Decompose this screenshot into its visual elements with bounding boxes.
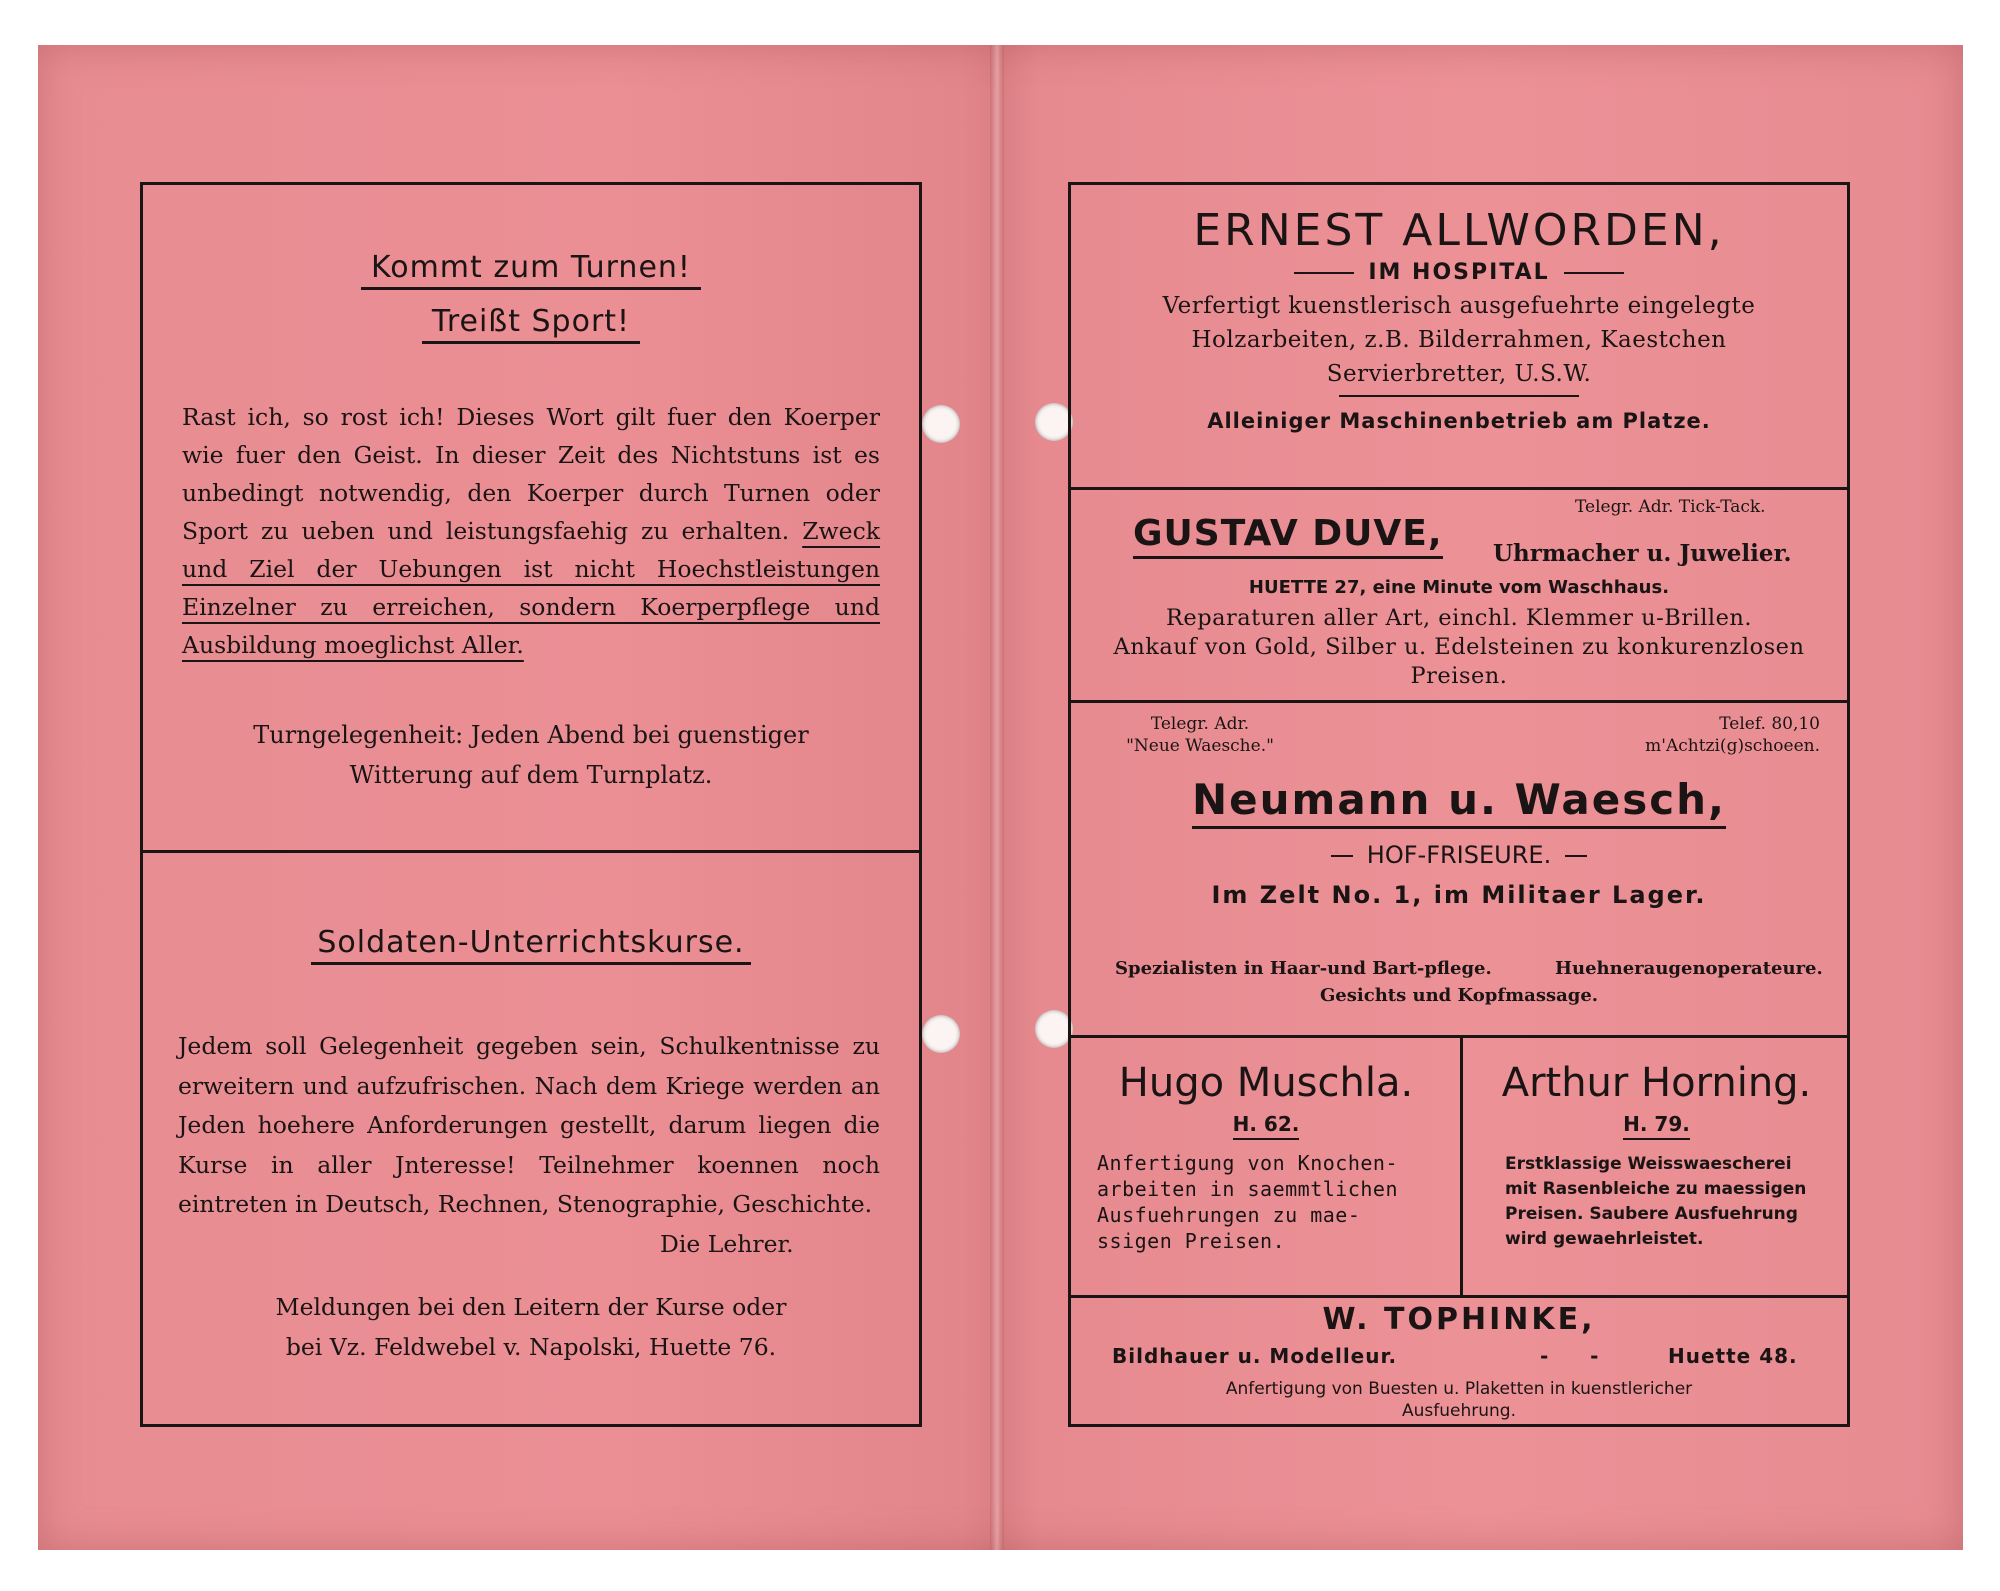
duve-address: HUETTE 27, eine Minute vom Waschhaus.: [1248, 577, 1670, 598]
horning-desc: Erstklassige Weisswaescherei mit Rasenbleiche zu maessigen Preisen. Saubere Ausfuehrung wird gewaehrleistet.: [1505, 1154, 1807, 1249]
allworden-name: ERNEST ALLWORDEN,: [1193, 205, 1725, 256]
turngelegenheit-line2: Witterung auf dem Turnplatz.: [349, 761, 713, 789]
neumann-telegram: Telegr. Adr. "Neue Waesche.": [1126, 714, 1274, 756]
tophinke-trade: Bildhauer u. Modelleur.: [1112, 1344, 1398, 1368]
kurse-text: [178, 1027, 880, 1225]
allworden-ad: [1068, 205, 1850, 433]
neumann-spec-right: Huehneraugenoperateure.: [1555, 958, 1823, 979]
horning-name: Arthur Horning.: [1501, 1060, 1812, 1106]
turnen-text: [182, 398, 880, 664]
neumann-ad: [1068, 775, 1850, 909]
divider-muschla-horning: [1068, 1295, 1850, 1298]
divider-neumann: [1068, 1035, 1850, 1038]
kurse-signature: Die Lehrer.: [660, 1230, 794, 1258]
horning-ad: [1463, 1060, 1850, 1252]
tophinke-name: W. TOPHINKE,: [1322, 1302, 1596, 1337]
duve-name: GUSTAV DUVE,: [1133, 513, 1443, 559]
neumann-phone: Telef. 80,10 m'Achtzi(g)schoeen.: [1645, 714, 1820, 756]
kurse-contact-line1: Meldungen bei den Leitern der Kurse oder: [275, 1293, 787, 1321]
duve-telegram: Telegr. Adr. Tick-Tack.: [1575, 497, 1766, 517]
turnen-paragraph: Rast ich, so rost ich! Dieses Wort gilt fuer den Koerper wie fuer den Geist. In dieser Zeit des Nichtstuns ist es unbedingt notwendig, den Koerper durch Turnen oder Sport zu ueben und leistungsfaehig zu erhalten.: [182, 403, 880, 545]
horning-hut: H. 79.: [1463, 1112, 1850, 1140]
duve-desc: Reparaturen aller Art, einchl. Klemmer u-Brillen. Ankauf von Gold, Silber u. Edelsteinen zu konkurenzlosen Preisen.: [1113, 605, 1805, 689]
tophinke-ad: [1068, 1302, 1850, 1337]
turnen-underlined-paragraph: Zweck und Ziel der Uebungen ist nicht Hoechstleistungen Einzelner zu erreichen, sondern Koerperpflege und Ausbildung moeglichst Aller.: [182, 517, 880, 659]
divider-allworden: [1068, 487, 1850, 490]
tophinke-dashes: - -: [1540, 1344, 1599, 1368]
kurse-title: Soldaten-Unterrichtskurse.: [140, 925, 922, 965]
neumann-trade: HOF-FRISEURE.: [1068, 841, 1850, 869]
divider-duve: [1068, 700, 1850, 703]
neumann-spec-line2: Gesichts und Kopfmassage.: [1319, 985, 1599, 1006]
neumann-name: Neumann u. Waesch,: [1192, 775, 1726, 829]
turnen-section: [140, 250, 922, 344]
duve-trade: Uhrmacher u. Juwelier.: [1493, 540, 1792, 567]
allworden-location: IM HOSPITAL: [1068, 260, 1850, 285]
punch-hole: [922, 1015, 960, 1053]
duve-details: [1068, 577, 1850, 691]
punch-hole: [922, 405, 960, 443]
sport-title: Treißt Sport!: [140, 304, 922, 344]
kurse-contact-line2: bei Vz. Feldwebel v. Napolski, Huette 76.: [285, 1333, 777, 1361]
turngelegenheit-line1: Turngelegenheit: Jeden Abend bei guenstiger: [253, 721, 809, 749]
allworden-tagline: Alleiniger Maschinenbetrieb am Platze.: [1207, 409, 1711, 433]
booklet-fold: [990, 45, 1004, 1550]
neumann-spec-left: Spezialisten in Haar-und Bart-pflege.: [1115, 958, 1492, 979]
muschla-desc: Anfertigung von Knochen- arbeiten in saemmtlichen Ausfuehrungen zu mae- ssigen Preisen.: [1097, 1151, 1398, 1253]
allworden-rule: [1339, 395, 1579, 397]
muschla-ad: [1075, 1060, 1457, 1254]
turngelegenheit: [140, 715, 922, 795]
muschla-hut: H. 62.: [1075, 1112, 1457, 1140]
muschla-name: Hugo Muschla.: [1118, 1060, 1414, 1106]
left-divider: [140, 850, 922, 853]
tophinke-desc: Anfertigung von Buesten u. Plaketten in kuenstlericher Ausfuehrung.: [1225, 1379, 1693, 1421]
kurse-paragraph: Jedem soll Gelegenheit gegeben sein, Schulkentnisse zu erweitern und aufzufrischen. Nach dem Kriege werden an Jeden hoehere Anforderungen gestellt, darum liegen die Kurse in aller Jnteresse! Teilnehmer koennen noch eintreten in Deutsch, Rechnen, Stenographie, Geschichte.: [178, 1032, 880, 1218]
turnen-title: Kommt zum Turnen!: [140, 250, 922, 290]
allworden-desc: Verfertigt kuenstlerisch ausgefuehrte eingelegte Holzarbeiten, z.B. Bilderrahmen, Kaestchen Servierbretter, U.S.W.: [1162, 293, 1756, 387]
left-frame: [140, 182, 922, 1427]
kurse-contact: [140, 1287, 922, 1367]
tophinke-hut: Huette 48.: [1668, 1344, 1798, 1368]
neumann-location: Im Zelt No. 1, im Militaer Lager.: [1211, 881, 1707, 909]
